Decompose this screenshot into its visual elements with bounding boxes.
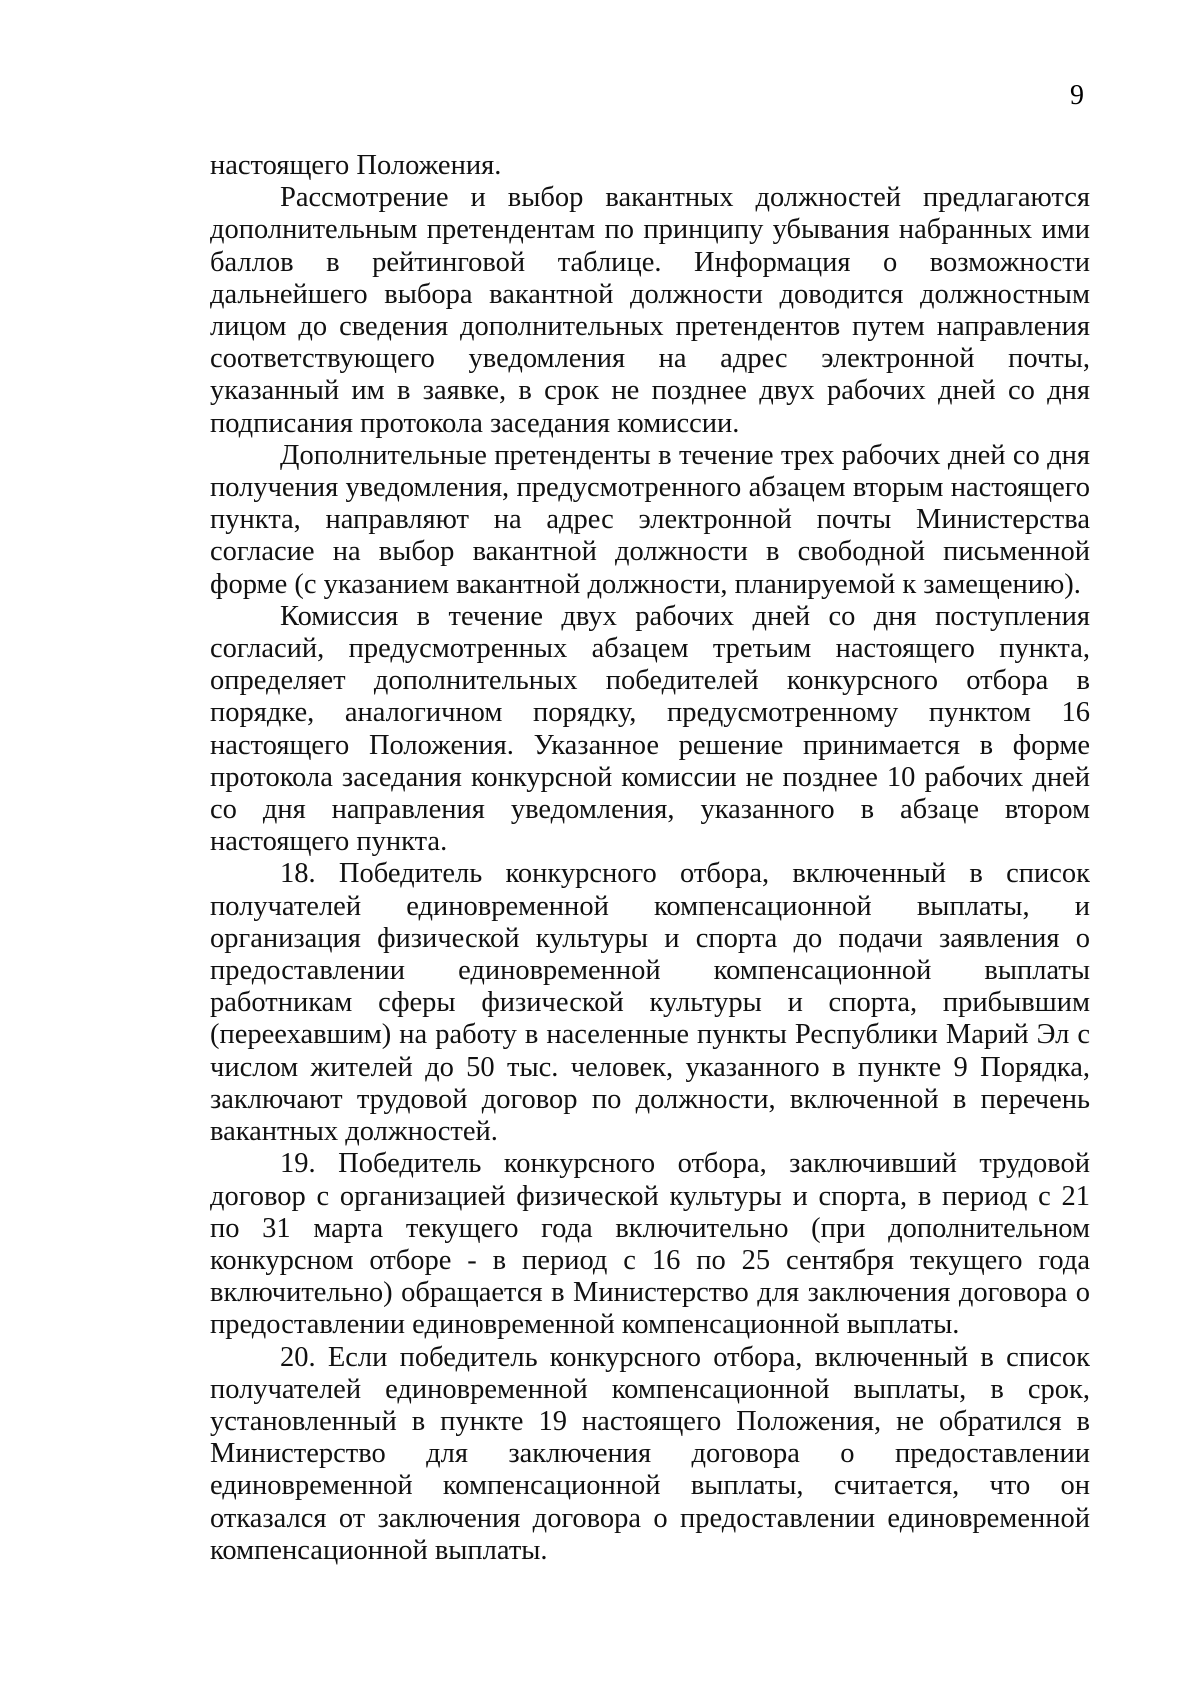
paragraph: настоящего Положения.	[210, 150, 502, 181]
paragraph: Дополнительные претенденты в течение трех рабочих дней со дня получения уведомления, предусмотренного абзацем вторым настоящего пункта, направляют на адрес электронной почты Министерства согласие на выбор вакантной должности в свободной письменной форме (с указанием вакантной должности, планируемой к замещению).	[210, 439, 1090, 600]
page-number: 9	[1070, 80, 1084, 111]
paragraph: Рассмотрение и выбор вакантных должностей предлагаются дополнительным претендентам по принципу убывания набранных ими баллов в рейтинговой таблице. Информация о возможности дальнейшего выбора вакантной должности доводится должностным лицом до сведения дополнительных претендентов путем направления соответствующего уведомления на адрес электронной почты, указанный им в заявке, в срок не позднее двух рабочих дней со дня подписания протокола заседания комиссии.	[210, 182, 1090, 439]
document-body	[210, 150, 1090, 1567]
paragraph: Комиссия в течение двух рабочих дней со дня поступления согласий, предусмотренных абзацем третьим настоящего пункта, определяет дополнительных победителей конкурсного отбора в порядке, аналогичном порядку, предусмотренному пунктом 16 настоящего Положения. Указанное решение принимается в форме протокола заседания конкурсной комиссии не позднее 10 рабочих дней со дня направления уведомления, указанного в абзаце втором настоящего пункта.	[210, 600, 1090, 858]
paragraph: 19. Победитель конкурсного отбора, заключивший трудовой договор с организацией физической культуры и спорта, в период с 21 по 31 марта текущего года включительно (при дополнительном конкурсном отборе - в период с 16 по 25 сентября текущего года включительно) обращается в Министерство для заключения договора о предоставлении единовременной компенсационной выплаты.	[210, 1148, 1090, 1341]
paragraph: 20. Если победитель конкурсного отбора, включенный в список получателей единовременной компенсационной выплаты, в срок, установленный в пункте 19 настоящего Положения, не обратился в Министерство для заключения договора о предоставлении единовременной компенсационной выплаты, считается, что он отказался от заключения договора о предоставлении единовременной компенсационной выплаты.	[210, 1341, 1090, 1566]
paragraph: 18. Победитель конкурсного отбора, включенный в список получателей единовременной компенсационной выплаты, и организация физической культуры и спорта до подачи заявления о предоставлении единовременной компенсационной выплаты работникам сферы физической культуры и спорта, прибывшим (переехавшим) на работу в населенные пункты Республики Марий Эл с числом жителей до 50 тыс. человек, указанного в пункте 9 Порядка, заключают трудовой договор по должности, включенной в перечень вакантных должностей.	[210, 858, 1090, 1148]
